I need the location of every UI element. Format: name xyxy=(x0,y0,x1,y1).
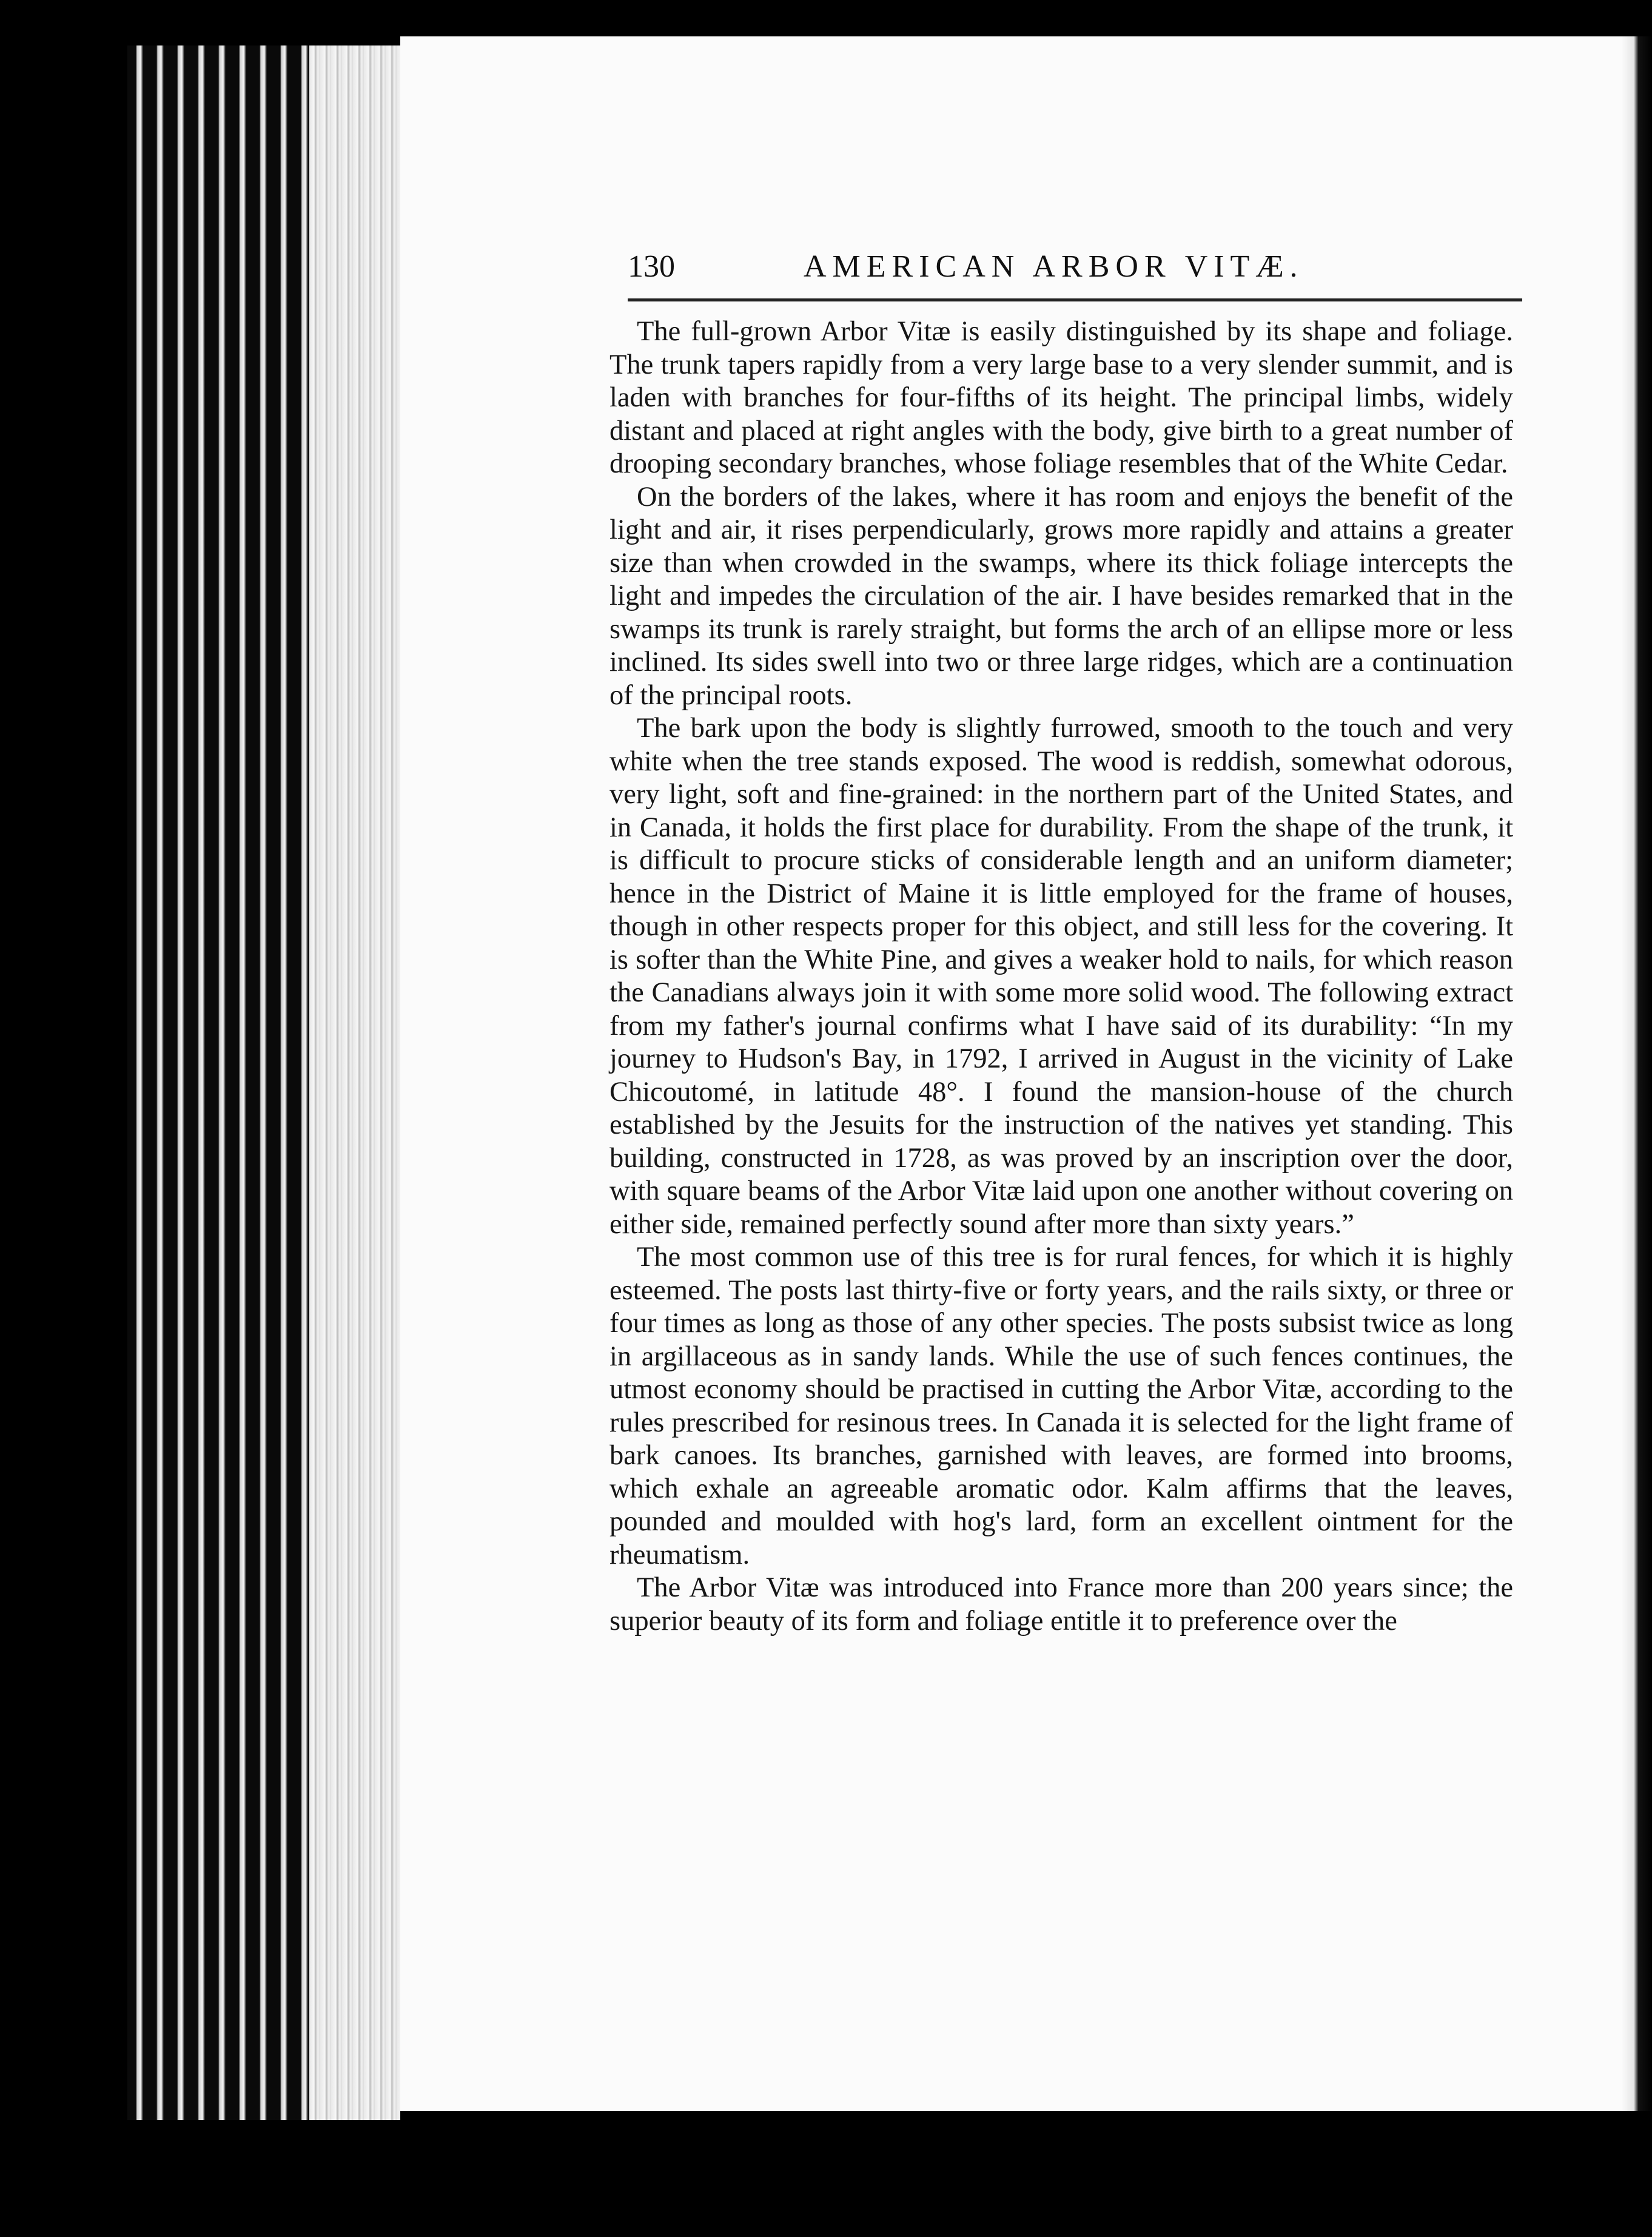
running-title: AMERICAN ARBOR VITÆ. xyxy=(804,249,1304,284)
page-header xyxy=(628,249,1522,297)
paragraph: The bark upon the body is slightly furrowed, smooth to the touch and very white when the tree stands exposed. The wood is reddish, somewhat odorous, very light, soft and fine-grained: in the northern part of the United States, and in Canada, it holds the first place for durability. From the shape of the trunk, it is difficult to procure sticks of considerable length and an uniform diameter; hence in the District of Maine it is little employed for the frame of houses, though in other respects proper for this object, and still less for the covering. It is softer than the White Pine, and gives a weaker hold to nails, for which reason the Canadians always join it with some more solid wood. The following extract from my father's journal confirms what I have said of its durability: “In my journey to Hudson's Bay, in 1792, I arrived in August in the vicinity of Lake Chicoutomé, in latitude 48°. I found the mansion-house of the church established by the Jesuits for the instruction of the natives yet standing. This building, constructed in 1728, as was proved by an inscription over the door, with square beams of the Arbor Vitæ laid upon one another without covering on either side, remained perfectly sound after more than sixty years.” xyxy=(609,713,1513,1240)
paragraph: The most common use of this tree is for rural fences, for which it is highly esteemed. The posts last thirty-five or forty years, and the rails sixty, or three or four times as long as those of any other species. The posts subsist twice as long in argillaceous as in sandy lands. While the use of such fences continues, the utmost economy should be practised in cutting the Arbor Vitæ, according to the rules prescribed for resinous trees. In Canada it is selected for the light frame of bark canoes. Its branches, garnished with leaves, are formed into brooms, which exhale an agreeable aromatic odor. Kalm affirms that the leaves, pounded and moulded with hog's lard, form an excellent ointment for the rheumatism. xyxy=(609,1242,1513,1570)
paragraph: The Arbor Vitæ was introduced into France more than 200 years since; the superior beauty of its form and foliage entitle it to preference over the xyxy=(609,1572,1513,1637)
paragraph: The full-grown Arbor Vitæ is easily distinguished by its shape and foliage. The trunk tapers rapidly from a very large base to a very slender summit, and is laden with branches for four-fifths of its height. The principal limbs, widely distant and placed at right angles with the body, give birth to a great number of drooping secondary branches, whose foliage resembles that of the White Cedar. xyxy=(609,316,1513,479)
facing-page-edge xyxy=(1622,36,1652,2111)
header-rule xyxy=(628,298,1522,301)
page-edges xyxy=(127,45,400,2120)
paragraph: On the borders of the lakes, where it has room and enjoys the benefit of the light and air, it rises perpendicularly, grows more rapidly and attains a greater size than when crowded in the swamps, where its thick foliage intercepts the light and impedes the circulation of the air. I have besides remarked that in the swamps its trunk is rarely straight, but forms the arch of an ellipse more or less inclined. Its sides swell into two or three large ridges, which are a continuation of the principal roots. xyxy=(609,481,1513,711)
body-text xyxy=(609,315,1513,1638)
page-number: 130 xyxy=(628,249,675,284)
